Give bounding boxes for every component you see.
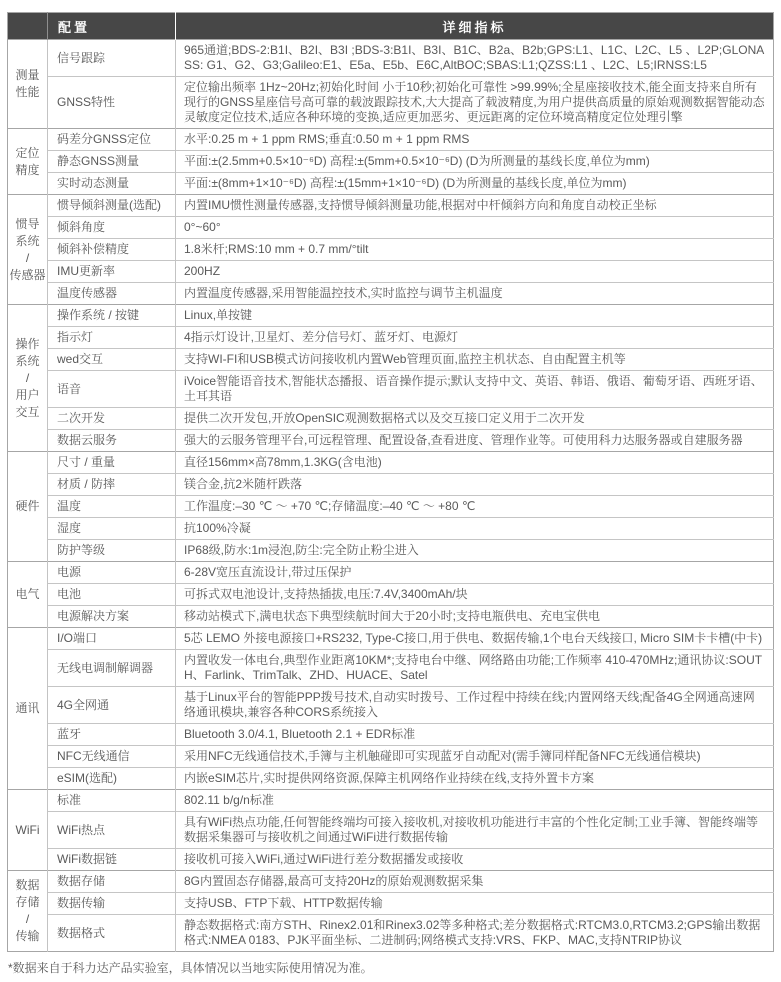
group-os-user-interaction — [8, 305, 774, 452]
spec-name: wed交互 — [48, 349, 176, 371]
category-cell: 定位 精度 — [8, 129, 48, 195]
category-cell: 惯导 系统 / 传感器 — [8, 195, 48, 305]
group-measure-performance — [8, 40, 774, 129]
header-row — [8, 13, 774, 40]
spec-value: 工作温度:–30 ℃ ～ +70 ℃;存储温度:–40 ℃ ～ +80 ℃ — [176, 496, 774, 518]
spec-name: NFC无线通信 — [48, 746, 176, 768]
spec-name: 材质 / 防摔 — [48, 474, 176, 496]
spec-value: 内置温度传感器,采用智能温控技术,实时监控与调节主机温度 — [176, 283, 774, 305]
table-row — [8, 687, 774, 724]
group-wifi — [8, 790, 774, 871]
spec-name: 无线电调制解调器 — [48, 650, 176, 687]
table-row — [8, 349, 774, 371]
spec-name: 电源解决方案 — [48, 606, 176, 628]
group-data-storage-transfer — [8, 871, 774, 952]
header-detail-column: 详细指标 — [176, 13, 774, 40]
spec-name: 湿度 — [48, 518, 176, 540]
spec-name: 倾斜补偿精度 — [48, 239, 176, 261]
spec-name: 温度传感器 — [48, 283, 176, 305]
group-communication — [8, 628, 774, 790]
table-row — [8, 129, 774, 151]
spec-value: Bluetooth 3.0/4.1, Bluetooth 2.1 + EDR标准 — [176, 724, 774, 746]
spec-name: 数据云服务 — [48, 430, 176, 452]
spec-value: 平面:±(8mm+1×10⁻⁶D) 高程:±(15mm+1×10⁻⁶D) (D为所测量的基线长度,单位为mm) — [176, 173, 774, 195]
spec-name: 二次开发 — [48, 408, 176, 430]
spec-value: 200HZ — [176, 261, 774, 283]
table-row — [8, 261, 774, 283]
spec-name: WiFi数据链 — [48, 849, 176, 871]
table-row — [8, 195, 774, 217]
spec-name: 惯导倾斜测量(选配) — [48, 195, 176, 217]
spec-name: 实时动态测量 — [48, 173, 176, 195]
spec-value: 内嵌eSIM芯片,实时提供网络资源,保障主机网络作业持续在线,支持外置卡方案 — [176, 768, 774, 790]
group-ins-sensors — [8, 195, 774, 305]
spec-name: WiFi热点 — [48, 812, 176, 849]
spec-value: 接收机可接入WiFi,通过WiFi进行差分数据播发或接收 — [176, 849, 774, 871]
table-row — [8, 790, 774, 812]
category-cell: 电气 — [8, 562, 48, 628]
table-row — [8, 915, 774, 952]
table-row — [8, 606, 774, 628]
spec-name: eSIM(选配) — [48, 768, 176, 790]
table-row — [8, 650, 774, 687]
spec-value: 1.8米杆;RMS:10 mm + 0.7 mm/°tilt — [176, 239, 774, 261]
spec-name: 蓝牙 — [48, 724, 176, 746]
spec-name: 数据格式 — [48, 915, 176, 952]
table-row — [8, 408, 774, 430]
spec-value: 直径156mm×高78mm,1.3KG(含电池) — [176, 452, 774, 474]
spec-value: 0°~60° — [176, 217, 774, 239]
spec-value: 平面:±(2.5mm+0.5×10⁻⁶D) 高程:±(5mm+0.5×10⁻⁶D) (D为所测量的基线长度,单位为mm) — [176, 151, 774, 173]
table-row — [8, 496, 774, 518]
spec-value: 4指示灯设计,卫星灯、差分信号灯、蓝牙灯、电源灯 — [176, 327, 774, 349]
spec-name: 温度 — [48, 496, 176, 518]
table-row — [8, 768, 774, 790]
table-row — [8, 474, 774, 496]
footnote-text: *数据来自于科力达产品实验室，具体情况以当地实际使用情况为准。 — [8, 961, 373, 975]
table-row — [8, 151, 774, 173]
spec-name: 码差分GNSS定位 — [48, 129, 176, 151]
spec-value: 水平:0.25 m + 1 ppm RMS;垂直:0.50 m + 1 ppm RMS — [176, 129, 774, 151]
spec-value: 抗100%冷凝 — [176, 518, 774, 540]
spec-value: 移动站模式下,满电状态下典型续航时间大于20小时;支持电瓶供电、充电宝供电 — [176, 606, 774, 628]
spec-value: 静态数据格式:南方STH、Rinex2.01和Rinex3.02等多种格式;差分数据格式:RTCM3.0,RTCM3.2;GPS输出数据格式:NMEA 0183、PJK平面坐标、二进制码;网络模式支持:VRS、FKP、MAC,支持NTRIP协议 — [176, 915, 774, 952]
spec-value: 镁合金,抗2米随杆跌落 — [176, 474, 774, 496]
spec-value: 具有WiFi热点功能,任何智能终端均可接入接收机,对接收机功能进行丰富的个性化定制;工业手簿、智能终端等数据采集器可与接收机之间通过WiFi进行数据传输 — [176, 812, 774, 849]
spec-value: Linux,单按键 — [176, 305, 774, 327]
spec-value: 6-28V宽压直流设计,带过压保护 — [176, 562, 774, 584]
table-row — [8, 239, 774, 261]
spec-name: 操作系统 / 按键 — [48, 305, 176, 327]
spec-name: 电池 — [48, 584, 176, 606]
spec-value: 支持WI-FI和USB模式访问接收机内置Web管理页面,监控主机状态、自由配置主机等 — [176, 349, 774, 371]
table-row — [8, 173, 774, 195]
spec-name: GNSS特性 — [48, 77, 176, 129]
spec-name: 语音 — [48, 371, 176, 408]
spec-value: 支持USB、FTP下载、HTTP数据传输 — [176, 893, 774, 915]
category-cell: 操作 系统 / 用户 交互 — [8, 305, 48, 452]
spec-name: 尺寸 / 重量 — [48, 452, 176, 474]
spec-value: 强大的云服务管理平台,可远程管理、配置设备,查看进度、管理作业等。可使用科力达服务器或自建服务器 — [176, 430, 774, 452]
table-row — [8, 584, 774, 606]
table-row — [8, 518, 774, 540]
spec-value: IP68级,防水:1m浸泡,防尘:完全防止粉尘进入 — [176, 540, 774, 562]
header-config-column: 配置 — [48, 13, 176, 40]
table-row — [8, 217, 774, 239]
spec-value: 内置IMU惯性测量传感器,支持惯导倾斜测量功能,根据对中杆倾斜方向和角度自动校正坐标 — [176, 195, 774, 217]
group-hardware — [8, 452, 774, 562]
category-cell: 数据 存储 / 传输 — [8, 871, 48, 952]
spec-name: I/O端口 — [48, 628, 176, 650]
table-row — [8, 628, 774, 650]
table-row — [8, 371, 774, 408]
spec-value: 采用NFC无线通信技术,手簿与主机触碰即可实现蓝牙自动配对(需手簿同样配备NFC无线通信模块) — [176, 746, 774, 768]
table-row — [8, 562, 774, 584]
table-row — [8, 77, 774, 129]
spec-name: 信号跟踪 — [48, 40, 176, 77]
spec-name: 指示灯 — [48, 327, 176, 349]
category-cell: 测量 性能 — [8, 40, 48, 129]
spec-value: 可拆式双电池设计,支持热插拔,电压:7.4V,3400mAh/块 — [176, 584, 774, 606]
spec-value: 内置收发一体电台,典型作业距离10KM*;支持电台中继、网络路由功能;工作频率 410-470MHz;通讯协议:SOUTH、Farlink、TrimTalk、ZHD、HUACE、Satel — [176, 650, 774, 687]
table-row — [8, 305, 774, 327]
spec-name: 防护等级 — [48, 540, 176, 562]
spec-name: 数据传输 — [48, 893, 176, 915]
spec-value: 基于Linux平台的智能PPP拨号技术,自动实时拨号、工作过程中持续在线;内置网络天线;配备4G全网通高速网络通讯模块,兼容各种CORS系统接入 — [176, 687, 774, 724]
table-row — [8, 430, 774, 452]
spec-name: 4G全网通 — [48, 687, 176, 724]
spec-value: iVoice智能语音技术,智能状态播报、语音操作提示;默认支持中文、英语、韩语、俄语、葡萄牙语、西班牙语、土耳其语 — [176, 371, 774, 408]
table-row — [8, 283, 774, 305]
spec-value: 8G内置固态存储器,最高可支持20Hz的原始观测数据采集 — [176, 871, 774, 893]
category-cell: 通讯 — [8, 628, 48, 790]
spec-name: 标准 — [48, 790, 176, 812]
category-cell: WiFi — [8, 790, 48, 871]
spec-name: 倾斜角度 — [48, 217, 176, 239]
table-row — [8, 327, 774, 349]
header-category-cell — [8, 13, 48, 40]
table-row — [8, 746, 774, 768]
table-row — [8, 452, 774, 474]
table-row — [8, 40, 774, 77]
table-header — [8, 13, 774, 40]
table-row — [8, 540, 774, 562]
spec-value: 5芯 LEMO 外接电源接口+RS232, Type-C接口,用于供电、数据传输,1个电台天线接口, Micro SIM卡卡槽(中卡) — [176, 628, 774, 650]
category-cell: 硬件 — [8, 452, 48, 562]
spec-value: 定位输出频率 1Hz~20Hz;初始化时间 小于10秒;初始化可靠性 >99.99%;全星座接收技术,能全面支持来自所有现行的GNSS星座信号高可靠的载波跟踪技术,大大提高了载波精度,为用户提供高质量的原始观测数据智能动态灵敏度定位技术,适应各种环境的变换,适应更加恶劣、更远距离的定位环境高精度定位处理引擎 — [176, 77, 774, 129]
spec-value: 802.11 b/g/n标准 — [176, 790, 774, 812]
spec-value: 965通道;BDS-2:B1I、B2I、B3I ;BDS-3:B1I、B3I、B1C、B2a、B2b;GPS:L1、L1C、L2C、L5 、L2P;GLONASS: G1、G2、G3;Galileo:E1、E5a、E5b、E6C,AltBOC;SBAS:L1;QZSS:L1 、L2C、L5;IRNSS:L5 — [176, 40, 774, 77]
table-row — [8, 812, 774, 849]
spec-value: 提供二次开发包,开放OpenSIC观测数据格式以及交互接口定义用于二次开发 — [176, 408, 774, 430]
spec-name: 电源 — [48, 562, 176, 584]
table-row — [8, 724, 774, 746]
group-electrical — [8, 562, 774, 628]
table-row — [8, 849, 774, 871]
table-row — [8, 893, 774, 915]
table-row — [8, 871, 774, 893]
spec-name: IMU更新率 — [48, 261, 176, 283]
spec-table — [7, 12, 774, 952]
spec-name: 静态GNSS测量 — [48, 151, 176, 173]
group-positioning-accuracy — [8, 129, 774, 195]
spec-name: 数据存储 — [48, 871, 176, 893]
